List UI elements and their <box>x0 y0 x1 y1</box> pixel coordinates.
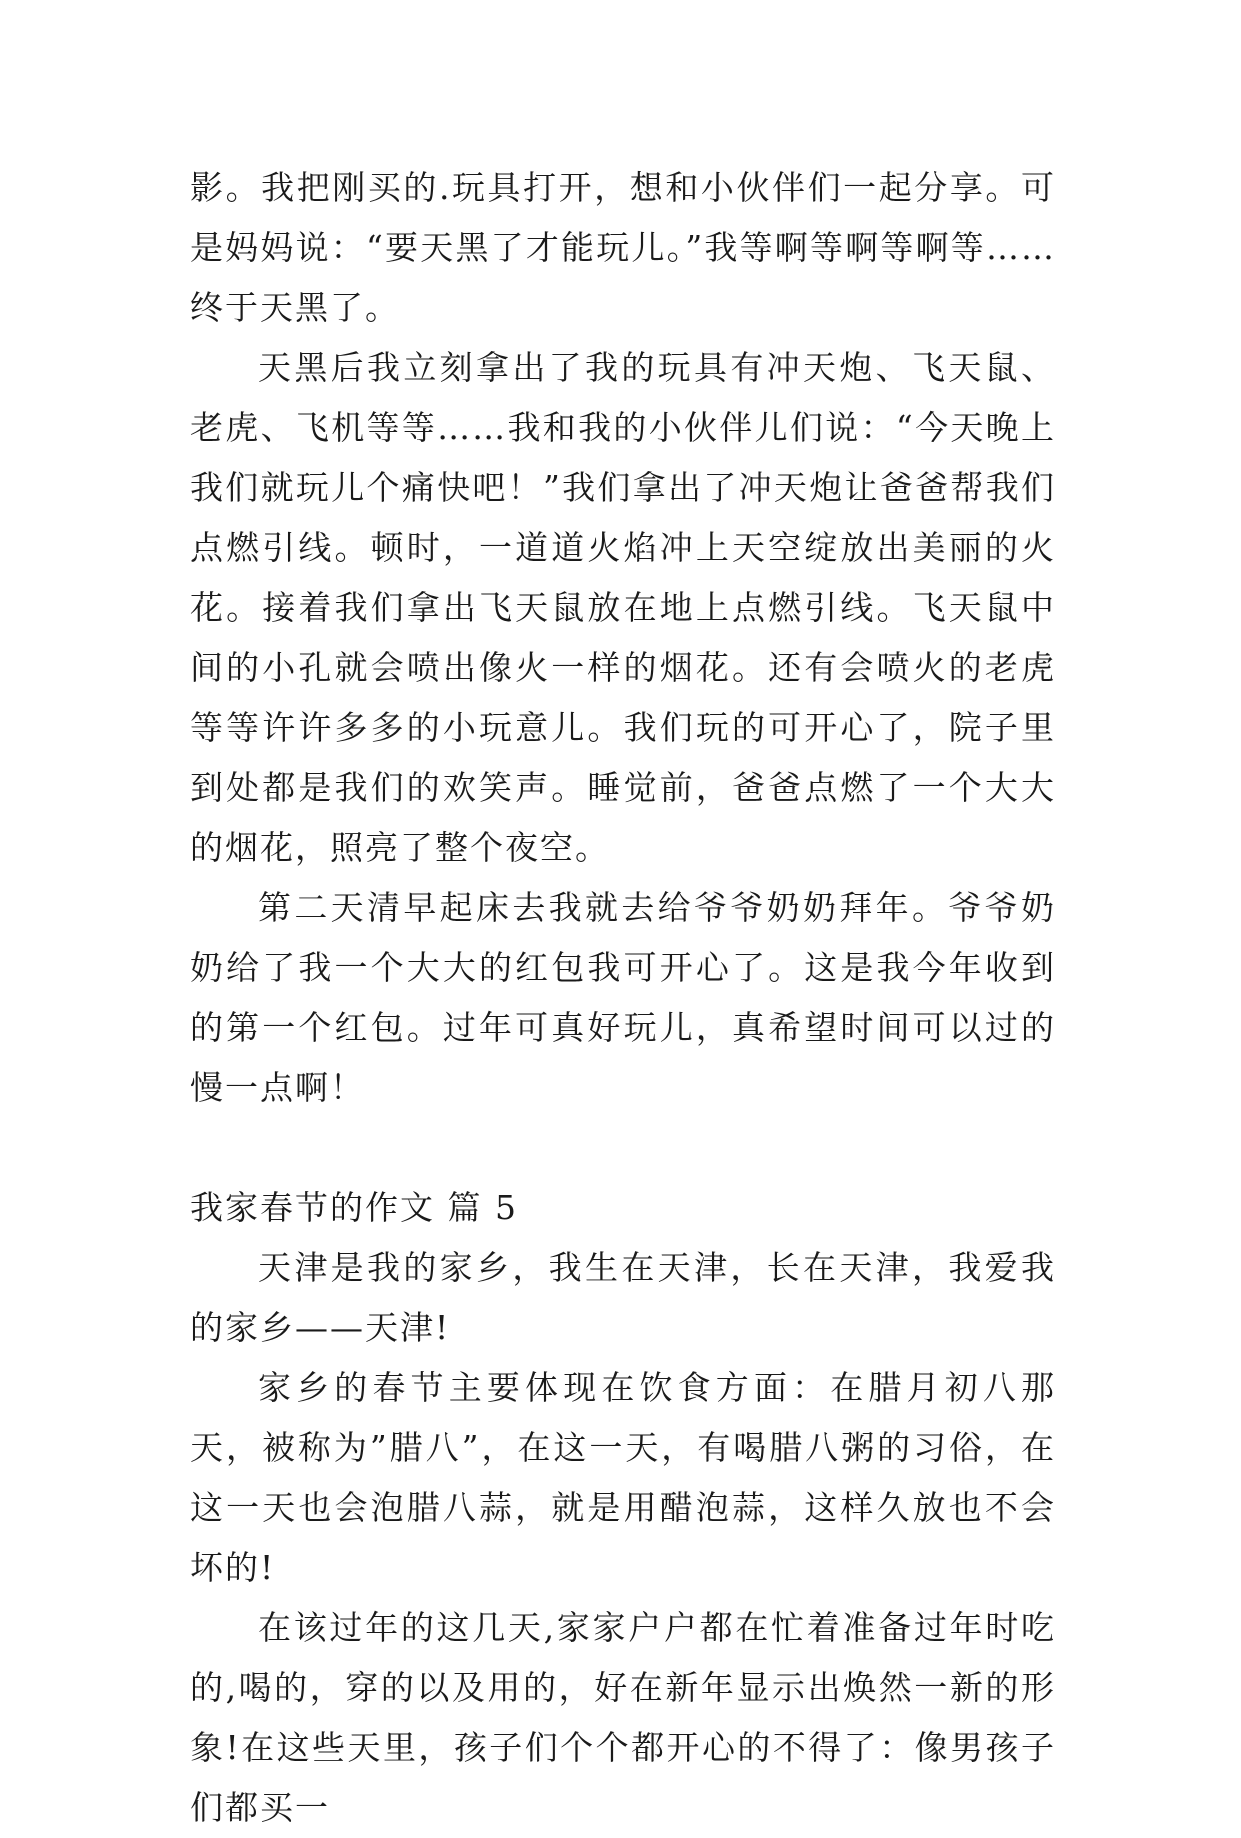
document-body <box>190 158 1056 1838</box>
section-title: 我家春节的作文 篇 5 <box>190 1188 518 1227</box>
paragraph-continued: 影。我把刚买的.玩具打开，想和小伙伴们一起分享。可是妈妈说：“要天黑了才能玩儿。”我等啊等啊等啊等……终于天黑了。 <box>190 168 1056 327</box>
paragraph-preparations: 在该过年的这几天,家家户户都在忙着准备过年时吃的,喝的，穿的以及用的，好在新年显示出焕然一新的形象!在这些天里，孩子们个个都开心的不得了：像男孩子们都买一 <box>190 1608 1056 1827</box>
paragraph-hometown: 天津是我的家乡，我生在天津，长在天津，我爱我的家乡——天津! <box>190 1248 1056 1347</box>
paragraph-food-customs: 家乡的春节主要体现在饮食方面：在腊月初八那天，被称为”腊八”，在这一天，有喝腊八粥的习俗，在这一天也会泡腊八蒜，就是用醋泡蒜，这样久放也不会坏的! <box>190 1368 1056 1587</box>
paragraph-new-year-visit: 第二天清早起床去我就去给爷爷奶奶拜年。爷爷奶奶给了我一个大大的红包我可开心了。这是我今年收到的第一个红包。过年可真好玩儿，真希望时间可以过的慢一点啊！ <box>190 888 1056 1107</box>
paragraph-fireworks: 天黑后我立刻拿出了我的玩具有冲天炮、飞天鼠、老虎、飞机等等……我和我的小伙伴儿们说：“今天晚上我们就玩儿个痛快吧！”我们拿出了冲天炮让爸爸帮我们点燃引线。顿时，一道道火焰冲上天空绽放出美丽的火花。接着我们拿出飞天鼠放在地上点燃引线。飞天鼠中间的小孔就会喷出像火一样的烟花。还有会喷火的老虎等等许许多多的小玩意儿。我们玩的可开心了，院子里到处都是我们的欢笑声。睡觉前，爸爸点燃了一个大大的烟花，照亮了整个夜空。 <box>190 348 1056 867</box>
